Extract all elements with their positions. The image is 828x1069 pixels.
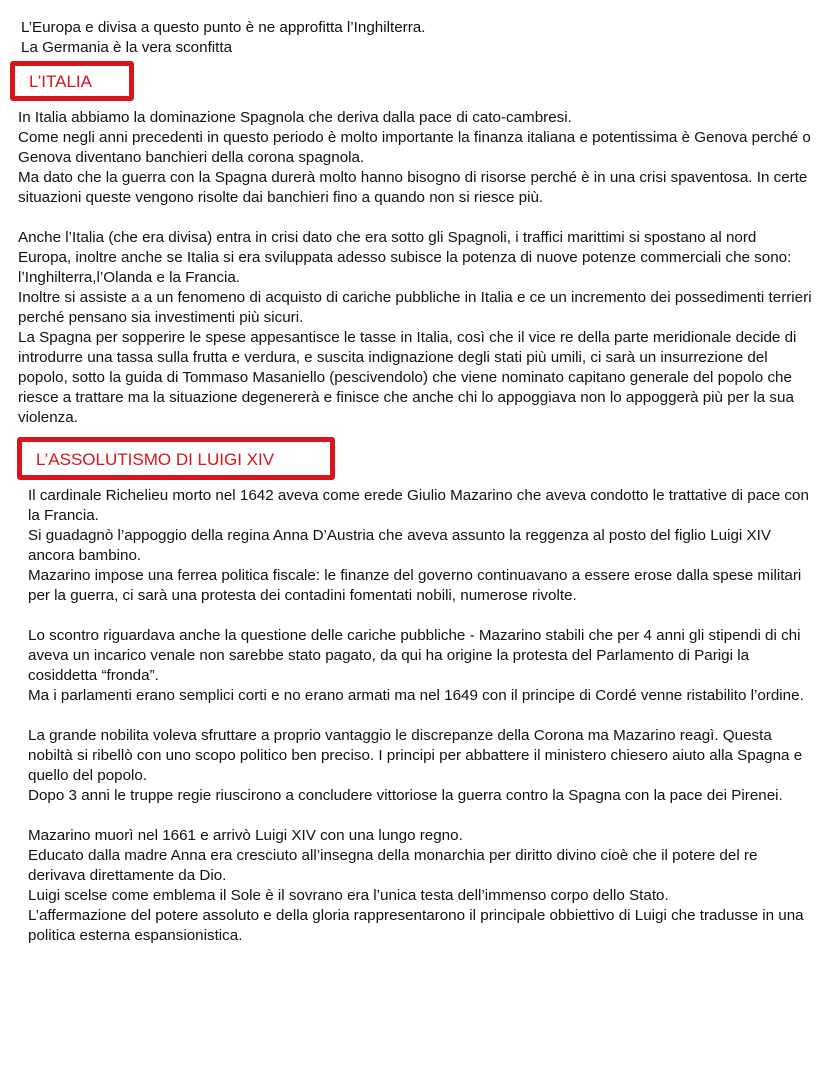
section-heading-italia: L’ITALIA — [10, 61, 134, 101]
section-heading-assolutismo: L’ASSOLUTISMO DI LUIGI XIV — [17, 437, 335, 480]
section-body-assolutismo: Il cardinale Richelieu morto nel 1642 aveva come erede Giulio Mazarino che aveva condotto le trattative di pace con la Francia. Si guadagnò l’appoggio della regina Anna D’Austria che aveva assunto la reggenza al posto del figlio Luigi XIV ancora bambino. Mazarino impose una ferrea politica fiscale: le finanze del governo continuavano a essere erose dalla spese militari per la guerra, ci sarà una protesta dei contadini fomentati nobili, numerose rivolte. Lo scontro riguardava anche la questione delle cariche pubbliche - Mazarino stabili che per 4 anni gli stipendi di chi aveva un incarico venale non sarebbe stato pagato, da qui ha origine la protesta del Parlamento di Parigi la cosiddetta “fronda”. Ma i parlamenti erano semplici corti e no erano armati ma nel 1649 con il principe di Cordé venne ristabilito l’ordine. La grande nobilita voleva sfruttare a proprio vantaggio le discrepanze della Corona ma Mazarino reagì. Questa nobiltà si ribellò con uno scopo politico ben preciso. I principi per abbattere il ministero chiesero aiuto alla Spagna e quello del popolo. Dopo 3 anni le truppe regie riuscirono a concludere vittoriose la guerra contro la Spagna con la pace dei Pirenei. Mazarino muorì nel 1661 e arrivò Luigi XIV con una lungo regno. Educato dalla madre Anna era cresciuto all’insegna della monarchia per diritto divino cioè che il potere del re derivava direttamente da Dio. Luigi scelse come emblema il Sole è il sovrano era l’unica testa dell’immenso corpo dello Stato. L’affermazione del potere assoluto e della gloria rappresentarono il principale obbiettivo di Luigi che tradusse in una politica esterna espansionistica. — [28, 487, 809, 944]
intro-paragraph: L’Europa e divisa a questo punto è ne approfitta l’Inghilterra. La Germania è la vera sconfitta — [21, 19, 426, 56]
section-body-italia: In Italia abbiamo la dominazione Spagnola che deriva dalla pace di cato-cambresi. Come negli anni precedenti in questo periodo è molto importante la finanza italiana e potentissima è Genova perché o Genova diventano banchieri della corona spagnola. Ma dato che la guerra con la Spagna durerà molto hanno bisogno di risorse perché è in una crisi spaventosa. In certe situazioni queste vengono risolte dai banchieri fino a quando non si riesce più. Anche l’Italia (che era divisa) entra in crisi dato che era sotto gli Spagnoli, i traffici marittimi si spostano al nord Europa, inoltre anche se Italia si era sviluppata adesso subisce la potenza di nuove potenze commerciali che sono: l’Inghilterra,l’Olanda e la Francia. Inoltre si assiste a a un fenomeno di acquisto di cariche pubbliche in Italia e ce un incremento dei possedimenti terrieri perché pensano sia investimenti più sicuri. La Spagna per sopperire le spese appesantisce le tasse in Italia, così che il vice re della parte meridionale decide di introdurre una tassa sulla frutta e verdura, e suscita indignazione degli stati più umili, ci sarà un insurrezione del popolo, sotto la guida di Tommaso Masaniello (pescivendolo) che viene nominato capitano generale del popolo che riesce a trattare ma la situazione degenererà e finisce che anche chi lo appoggiava non lo appoggerà più per la sua violenza. — [18, 109, 812, 426]
